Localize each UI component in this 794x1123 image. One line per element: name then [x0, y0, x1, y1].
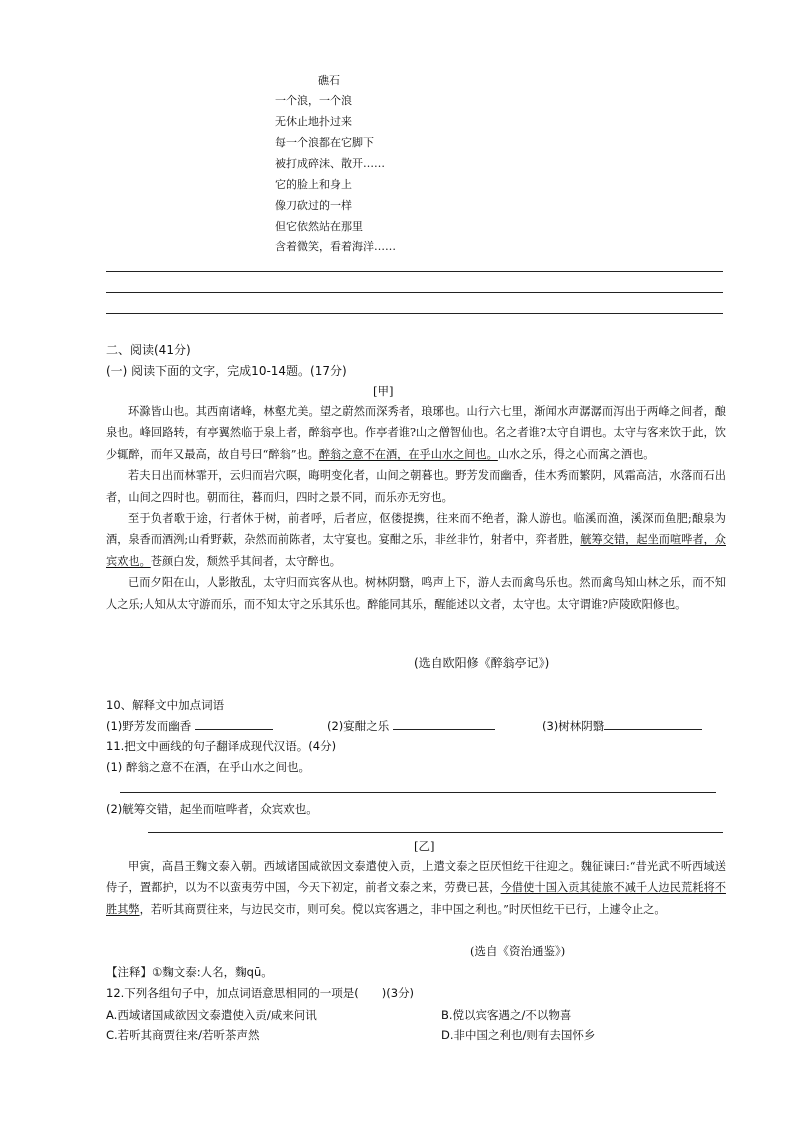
poem-line: 像刀砍过的一样 [275, 199, 352, 212]
paragraph: 已而夕阳在山，人影散乱，太守归而宾客从也。树林阴翳，鸣声上下，游人去而禽鸟乐也。然而禽鸟知山林之乐，而不知人之乐;人知从太守游而乐，而不知太守之乐其乐也。醉能同其乐，醒能述以文者，太守也。太守谓谁?庐陵欧阳修也。 [106, 576, 726, 611]
poem-title: 礁石 [318, 74, 340, 87]
paragraph [106, 856, 726, 920]
passage-yi [106, 856, 726, 920]
section-heading: 二、阅读(41分) [106, 343, 191, 357]
option-d[interactable]: D.非中国之利也/则有去国怀乡 [441, 1028, 596, 1042]
paragraph: 若夫日出而林霏开，云归而岩穴暝，晦明变化者，山间之朝暮也。野芳发而幽香，佳木秀而繁阴，风霜高洁，水落而石出者，山间之四时也。朝而往，暮而归，四时之景不同，而乐亦无穷也。 [106, 469, 726, 504]
source-citation: (选自欧阳修《醉翁亭记》) [414, 656, 550, 670]
question-10-item [327, 717, 495, 734]
answer-blank[interactable] [393, 717, 495, 730]
text: ，若听其商贾往来，与边民交市，则可矣。傥以宾客遇之，非中国之利也。”时厌怛纥干已行，上遽令止之。 [139, 902, 666, 916]
poem-line: 无休止地扑过来 [275, 115, 352, 128]
text: 苍颜白发，颓然乎其间者，太守醉也。 [150, 554, 341, 568]
answer-line[interactable] [120, 792, 716, 793]
text: 至于负者歌于途，行者休于树，前者呼，后者应，伛偻提携，往来而不绝者，滁人游也。临溪而渔，溪深而鱼肥;酿泉为酒，泉香而酒洌;山肴野蔌，杂然而前陈者，太守宴也。宴酣之乐，非丝非竹，射者中，弈者胜， [106, 512, 726, 547]
question-10: 10、解释文中加点词语 [106, 698, 225, 712]
option-a[interactable]: A.西域诸国咸欲因文泰遣使入贡/咸来问讯 [106, 1008, 317, 1022]
passage-jia-label: [甲] [373, 384, 394, 398]
poem-line: 但它依然站在那里 [275, 220, 363, 233]
poem-line: 它的脸上和身上 [275, 178, 352, 191]
passage-jia [106, 401, 726, 615]
answer-line [106, 271, 723, 272]
option-b[interactable]: B.傥以宾客遇之/不以物喜 [441, 1008, 572, 1022]
answer-blank[interactable] [195, 717, 273, 730]
subsection-heading: (一) 阅读下面的文字，完成10-14题。(17分) [106, 364, 347, 378]
paragraph [106, 508, 726, 572]
answer-line[interactable] [148, 832, 723, 833]
underlined-sentence: 觥筹交错，起坐而喧哗者，众宾欢也。 [106, 533, 726, 568]
question-10-item [542, 717, 702, 734]
answer-blank[interactable] [604, 717, 702, 730]
question-11-item: (2)觥筹交错，起坐而喧哗者，众宾欢也。 [106, 802, 318, 816]
paragraph [106, 401, 726, 465]
item-text: (2)宴酣之乐 [327, 719, 390, 733]
source-citation: (选自《资治通鉴》) [470, 944, 566, 958]
poem-line: 含着微笑，看着海洋…… [275, 240, 396, 253]
item-text: (3)树林阴翳 [542, 719, 605, 733]
item-text: (1)野芳发而幽香 [106, 719, 192, 733]
answer-line [106, 313, 723, 314]
annotation-note: 【注释】①麴文泰:人名，麴qū。 [106, 965, 273, 979]
question-11: 11.把文中画线的句子翻译成现代汉语。(4分) [106, 739, 337, 753]
underlined-sentence: 今借使十国入贡其徒旅不减千人边民荒耗将不胜其弊 [106, 881, 726, 916]
text: 环滁皆山也。其西南诸峰，林壑尤美。望之蔚然而深秀者，琅琊也。山行六七里，渐闻水声潺潺而泻出于两峰之间者，酿泉也。峰回路转，有亭翼然临于泉上者，醉翁亭也。作亭者谁?山之僧智仙也。名之者谁?太守自谓也。太守与客来饮于此，饮少辄醉，而年又最高，故自号曰“醉翁”也。 [106, 405, 726, 461]
underlined-sentence: 醉翁之意不在酒，在乎山水之间也。 [318, 447, 498, 461]
text: 甲寅，高昌王麴文泰入朝。西域诸国咸欲因文泰遣使入贡，上遣文泰之臣厌怛纥干往迎之。魏征谏曰:“昔光武不听西域送侍子，置都护，以为不以蛮夷劳中国，今天下初定，前者文泰之来，劳费已甚， [106, 860, 726, 895]
poem-line: 一个浪，一个浪 [275, 94, 352, 107]
passage-yi-label: [乙] [414, 839, 435, 853]
option-c[interactable]: C.若听其商贾往来/若听茶声然 [106, 1028, 260, 1042]
text: 山水之乐，得之心而寓之酒也。 [497, 447, 655, 461]
poem-line: 被打成碎沫、散开…… [275, 157, 385, 170]
question-12: 12.下列各组句子中，加点词语意思相同的一项是( )(3分) [106, 986, 415, 1000]
poem-line: 每一个浪都在它脚下 [275, 136, 374, 149]
answer-line [106, 292, 723, 293]
question-10-item [106, 717, 273, 734]
question-11-item: (1) 醉翁之意不在酒，在乎山水之间也。 [106, 760, 310, 774]
